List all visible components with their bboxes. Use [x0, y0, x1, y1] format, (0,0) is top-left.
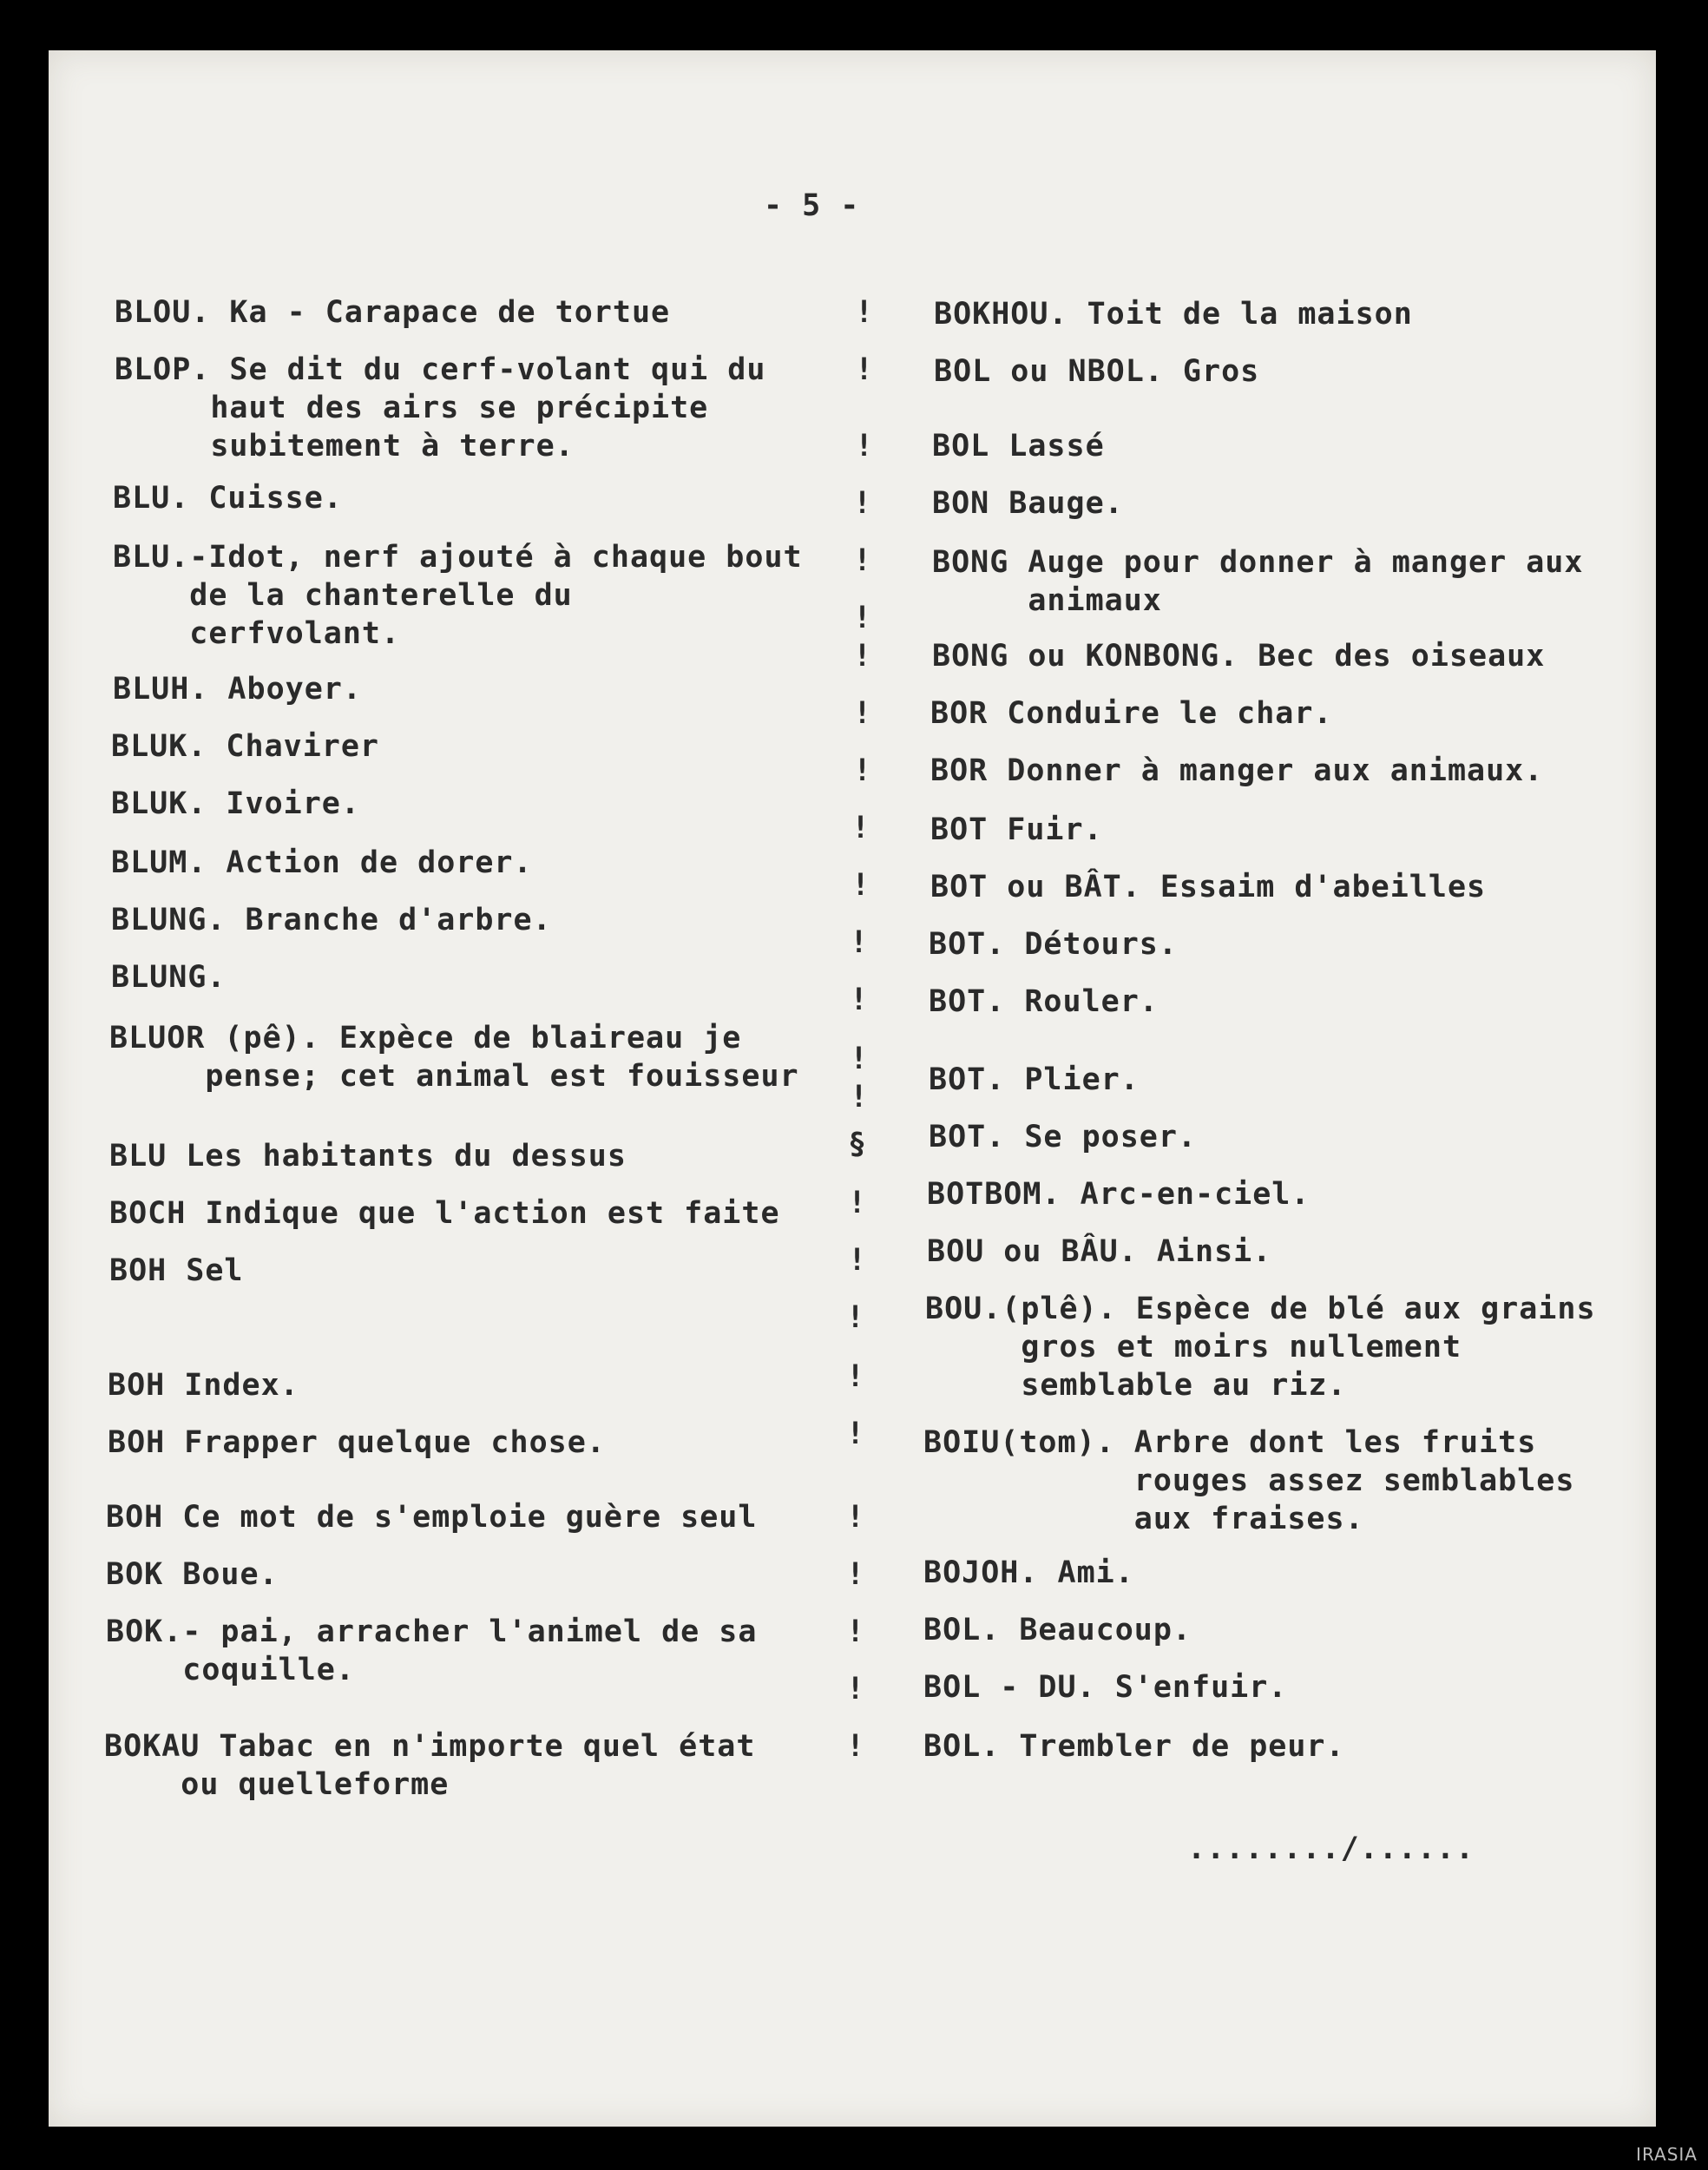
left-entry — [113, 670, 362, 708]
left-entry-line: BOH Sel — [109, 1253, 244, 1288]
left-entry-line: BOH Index. — [108, 1368, 299, 1403]
left-entry-line: BOKAU Tabac en n'importe quel état — [104, 1729, 756, 1764]
column-separator-mark: ! — [852, 696, 873, 731]
column-separator-mark: ! — [849, 1080, 870, 1115]
right-entry — [932, 427, 1105, 465]
left-entry — [109, 1194, 780, 1233]
right-entry-line: BOT. Rouler. — [929, 984, 1159, 1019]
column-separator-mark: ! — [845, 1500, 866, 1535]
left-entry-line: BLUNG. Branche d'arbre. — [111, 903, 552, 937]
right-entry-line: BOT Fuir. — [930, 812, 1103, 847]
left-entry-line: BLU.-Idot, nerf ajouté à chaque bout — [113, 540, 803, 575]
right-entry-line: BOT. Détours. — [929, 927, 1178, 962]
right-entry — [934, 295, 1413, 333]
column-separator-mark: ! — [847, 1243, 868, 1278]
left-entry — [113, 538, 803, 653]
left-entry — [115, 293, 670, 332]
column-separator-mark: ! — [849, 983, 870, 1017]
column-separator-mark: ! — [845, 1614, 866, 1649]
right-entry-line: gros et moirs nullement — [925, 1330, 1462, 1364]
left-entry — [109, 1137, 627, 1175]
right-entry-line: BOL. Beaucoup. — [923, 1613, 1192, 1647]
watermark-logo: IRASIA — [1636, 2144, 1698, 2165]
left-entry — [111, 727, 379, 766]
column-separator-mark: ! — [845, 1300, 866, 1335]
left-entry-line: BOCH Indique que l'action est faite — [109, 1196, 780, 1231]
right-entry-line: BOT. Se poser. — [929, 1120, 1198, 1154]
right-entry-line: BOU.(plê). Espèce de blé aux grains — [925, 1292, 1596, 1326]
right-entry — [929, 1061, 1140, 1099]
left-entry-line: BLUOR (pê). Expèce de blaireau je — [109, 1021, 742, 1055]
right-entry-line: BOR Conduire le char. — [930, 696, 1333, 731]
right-entry-line: BOT ou BÂT. Essaim d'abeilles — [930, 870, 1487, 904]
right-entry — [927, 1175, 1310, 1213]
left-entry-line: BLUH. Aboyer. — [113, 672, 362, 707]
column-separator-mark: ! — [851, 868, 871, 903]
right-entry — [934, 352, 1259, 391]
left-entry-line: BLUK. Chavirer — [111, 729, 380, 764]
right-entry — [930, 752, 1543, 790]
right-entry — [932, 484, 1124, 523]
left-entry-line: BOK.- pai, arracher l'animel de sa — [106, 1614, 758, 1649]
right-entry-line: BOTBOM. Arc-en-ciel. — [927, 1177, 1311, 1212]
column-separator-mark: ! — [849, 1042, 870, 1076]
left-entry-line: BLOU. Ka - Carapace de tortue — [115, 295, 671, 330]
left-entry-line: BLU Les habitants du dessus — [109, 1139, 627, 1174]
left-entry-line: ou quelleforme — [104, 1767, 450, 1802]
left-entry-line: BLUM. Action de dorer. — [111, 845, 533, 880]
right-entry — [923, 1727, 1345, 1766]
right-entry-line: BOL ou NBOL. Gros — [934, 354, 1260, 389]
column-separator-mark: ! — [852, 486, 873, 521]
left-entry — [104, 1727, 755, 1804]
left-entry — [109, 1019, 799, 1095]
left-entry — [106, 1613, 757, 1689]
left-entry-line: BLUNG. — [111, 960, 227, 995]
continuation-marker: ......../...... — [1187, 1831, 1475, 1866]
right-entry — [929, 1118, 1197, 1156]
left-entry — [115, 351, 765, 465]
column-separator-mark: ! — [845, 1729, 866, 1764]
right-entry-line: BOU ou BÂU. Ainsi. — [927, 1234, 1272, 1269]
column-separator-mark: ! — [852, 543, 873, 578]
right-entry — [932, 543, 1583, 620]
right-entry — [923, 1611, 1192, 1649]
right-entry — [930, 868, 1486, 906]
right-entry-line: rouges assez semblables — [923, 1463, 1575, 1498]
column-separator-mark: ! — [845, 1672, 866, 1706]
right-entry — [923, 1668, 1287, 1706]
left-entry-line: BOK Boue. — [106, 1557, 279, 1592]
right-entry-line: BOIU(tom). Arbre dont les fruits — [923, 1425, 1537, 1460]
left-entry — [111, 844, 533, 882]
right-entry-line: BOR Donner à manger aux animaux. — [930, 753, 1544, 788]
left-entry-line: de la chanterelle du — [113, 578, 573, 613]
left-entry-line: BOH Ce mot de s'emploie guère seul — [106, 1500, 758, 1535]
left-entry — [108, 1424, 606, 1462]
right-entry-line: BOKHOU. Toit de la maison — [934, 297, 1413, 332]
left-entry-line: subitement à terre. — [115, 429, 575, 464]
right-entry — [925, 1290, 1596, 1404]
left-entry — [111, 958, 226, 996]
column-separator-mark: ! — [845, 1417, 866, 1451]
column-separator-mark: ! — [852, 601, 873, 635]
left-entry — [106, 1498, 757, 1536]
right-entry-line: BOL Lassé — [932, 429, 1105, 464]
left-entry — [111, 901, 552, 939]
right-entry-line: BON Bauge. — [932, 486, 1124, 521]
right-entry — [930, 811, 1103, 849]
left-entry-line: BLU. Cuisse. — [113, 481, 343, 516]
left-entry — [111, 785, 360, 823]
left-entry-line: pense; cet animal est fouisseur — [109, 1059, 799, 1094]
left-entry — [109, 1252, 244, 1290]
column-separator-mark: § — [847, 1127, 868, 1161]
column-separator-mark: ! — [851, 811, 871, 845]
left-entry — [113, 479, 343, 517]
column-separator-mark: ! — [852, 753, 873, 788]
right-entry — [929, 983, 1159, 1021]
right-entry-line: BOL. Trembler de peur. — [923, 1729, 1345, 1764]
left-entry-line: BLOP. Se dit du cerf-volant qui du — [115, 352, 766, 387]
column-separator-mark: ! — [854, 352, 875, 387]
column-separator-mark: ! — [845, 1359, 866, 1394]
right-entry-line: semblable au riz. — [925, 1368, 1347, 1403]
column-separator-mark: ! — [845, 1557, 866, 1592]
right-entry-line: aux fraises. — [923, 1502, 1364, 1536]
column-separator-mark: ! — [849, 925, 870, 960]
right-entry-line: BONG Auge pour donner à manger aux — [932, 545, 1584, 580]
right-entry — [927, 1233, 1271, 1271]
right-entry-line: animaux — [932, 583, 1162, 618]
column-separator-mark: ! — [854, 429, 875, 464]
left-entry — [108, 1366, 299, 1404]
right-entry — [932, 637, 1545, 675]
left-entry-line: coquille. — [106, 1653, 355, 1687]
right-entry-line: BOT. Plier. — [929, 1062, 1140, 1097]
right-entry — [923, 1554, 1134, 1592]
page-number: - 5 - — [764, 188, 860, 223]
left-entry-line: haut des airs se précipite — [115, 391, 709, 425]
left-entry-line: BLUK. Ivoire. — [111, 786, 360, 821]
right-entry — [930, 694, 1333, 733]
right-entry — [929, 925, 1178, 963]
column-separator-mark: ! — [847, 1186, 868, 1220]
left-entry — [106, 1555, 279, 1594]
column-separator-mark: ! — [854, 295, 875, 330]
left-entry-line: BOH Frapper quelque chose. — [108, 1425, 606, 1460]
right-entry-line: BOL - DU. S'enfuir. — [923, 1670, 1288, 1705]
left-entry-line: cerfvolant. — [113, 616, 401, 651]
right-entry-line: BONG ou KONBONG. Bec des oiseaux — [932, 639, 1546, 674]
column-separator-mark: ! — [852, 639, 873, 674]
right-entry-line: BOJOH. Ami. — [923, 1555, 1134, 1590]
right-entry — [923, 1424, 1574, 1538]
